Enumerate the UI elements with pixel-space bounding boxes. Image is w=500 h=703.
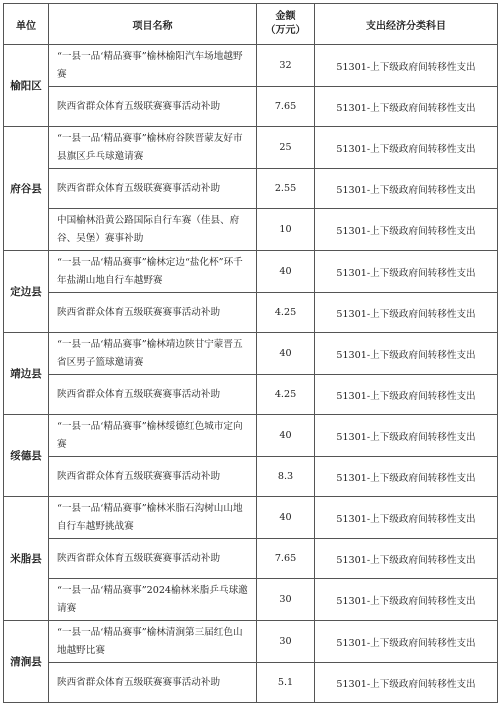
amount-cell: 4.25 (257, 375, 315, 415)
amount-cell: 7.65 (257, 87, 315, 127)
amount-cell: 8.3 (257, 457, 315, 497)
category-cell: 51301-上下级政府间转移性支出 (315, 457, 498, 497)
project-name-cell: 陕西省群众体育五级联赛赛事活动补助 (49, 539, 257, 579)
amount-cell: 40 (257, 415, 315, 457)
category-cell: 51301-上下级政府间转移性支出 (315, 375, 498, 415)
project-name-cell: “一县一品‘精品赛事”榆林靖边陕甘宁蒙晋五省区男子篮球邀请赛 (49, 333, 257, 375)
category-cell: 51301-上下级政府间转移性支出 (315, 127, 498, 169)
category-cell: 51301-上下级政府间转移性支出 (315, 45, 498, 87)
header-unit: 单位 (4, 4, 49, 45)
header-row (4, 4, 498, 45)
category-cell: 51301-上下级政府间转移性支出 (315, 539, 498, 579)
project-name-cell: “一县一品‘精品赛事”2024榆林米脂乒乓球邀请赛 (49, 579, 257, 621)
header-project-name: 项目名称 (49, 4, 257, 45)
table-row (4, 209, 498, 251)
amount-cell: 25 (257, 127, 315, 169)
amount-cell: 10 (257, 209, 315, 251)
unit-cell: 米脂县 (4, 497, 49, 621)
unit-cell: 榆阳区 (4, 45, 49, 127)
project-name-cell: 陕西省群众体育五级联赛赛事活动补助 (49, 87, 257, 127)
project-name-cell: 陕西省群众体育五级联赛赛事活动补助 (49, 375, 257, 415)
amount-cell: 7.65 (257, 539, 315, 579)
project-name-cell: “一县一品‘精品赛事”榆林榆阳汽车场地越野赛 (49, 45, 257, 87)
amount-cell: 4.25 (257, 293, 315, 333)
table-row (4, 293, 498, 333)
category-cell: 51301-上下级政府间转移性支出 (315, 663, 498, 703)
table-row (4, 87, 498, 127)
project-name-cell: 陕西省群众体育五级联赛赛事活动补助 (49, 457, 257, 497)
table-row (4, 375, 498, 415)
category-cell: 51301-上下级政府间转移性支出 (315, 87, 498, 127)
category-cell: 51301-上下级政府间转移性支出 (315, 251, 498, 293)
category-cell: 51301-上下级政府间转移性支出 (315, 415, 498, 457)
funding-table (3, 3, 498, 703)
amount-cell: 40 (257, 251, 315, 293)
table-row (4, 579, 498, 621)
project-name-cell: “一县一品‘精品赛事”榆林府谷陕晋蒙友好市县旗区乒乓球邀请赛 (49, 127, 257, 169)
header-amount: 金额 （万元） (257, 4, 315, 45)
unit-cell: 清涧县 (4, 621, 49, 703)
amount-cell: 40 (257, 497, 315, 539)
table-row (4, 127, 498, 169)
category-cell: 51301-上下级政府间转移性支出 (315, 497, 498, 539)
table-row (4, 415, 498, 457)
project-name-cell: 陕西省群众体育五级联赛赛事活动补助 (49, 293, 257, 333)
project-name-cell: “一县一品‘精品赛事”榆林米脂石沟树山山地自行车越野挑战赛 (49, 497, 257, 539)
table-row (4, 457, 498, 497)
table-row (4, 251, 498, 293)
table-row (4, 333, 498, 375)
project-name-cell: 陕西省群众体育五级联赛赛事活动补助 (49, 169, 257, 209)
category-cell: 51301-上下级政府间转移性支出 (315, 333, 498, 375)
funding-table-container (3, 3, 497, 703)
project-name-cell: “一县一品‘精品赛事”榆林定边“盐化杯”环千年盐湖山地自行车越野赛 (49, 251, 257, 293)
amount-cell: 2.55 (257, 169, 315, 209)
project-name-cell: 陕西省群众体育五级联赛赛事活动补助 (49, 663, 257, 703)
project-name-cell: “一县一品‘精品赛事”榆林绥德红色城市定向赛 (49, 415, 257, 457)
table-row (4, 169, 498, 209)
header-category: 支出经济分类科目 (315, 4, 498, 45)
unit-cell: 定边县 (4, 251, 49, 333)
unit-cell: 绥德县 (4, 415, 49, 497)
category-cell: 51301-上下级政府间转移性支出 (315, 209, 498, 251)
amount-cell: 32 (257, 45, 315, 87)
unit-cell: 府谷县 (4, 127, 49, 251)
unit-cell: 靖边县 (4, 333, 49, 415)
table-row (4, 539, 498, 579)
amount-cell: 30 (257, 621, 315, 663)
table-row (4, 497, 498, 539)
amount-cell: 30 (257, 579, 315, 621)
amount-cell: 40 (257, 333, 315, 375)
category-cell: 51301-上下级政府间转移性支出 (315, 621, 498, 663)
amount-cell: 5.1 (257, 663, 315, 703)
category-cell: 51301-上下级政府间转移性支出 (315, 169, 498, 209)
project-name-cell: 中国榆林沿黄公路国际自行车赛（佳县、府谷、吴堡）赛事补助 (49, 209, 257, 251)
project-name-cell: “一县一品‘精品赛事”榆林清涧第三届红色山地越野比赛 (49, 621, 257, 663)
table-row (4, 621, 498, 663)
table-row (4, 45, 498, 87)
category-cell: 51301-上下级政府间转移性支出 (315, 293, 498, 333)
category-cell: 51301-上下级政府间转移性支出 (315, 579, 498, 621)
